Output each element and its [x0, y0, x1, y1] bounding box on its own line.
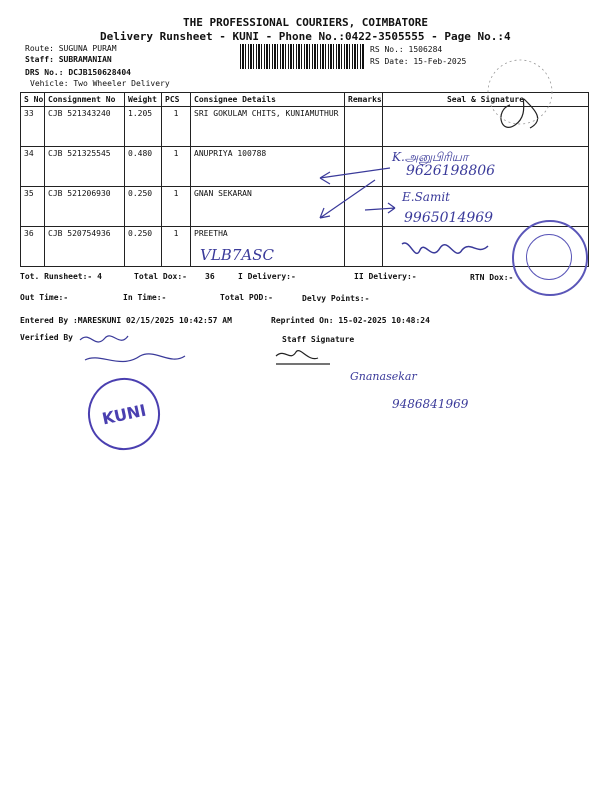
- cell-weight: 0.250: [125, 187, 162, 227]
- staff-label: Staff: SUBRAMANIAN: [25, 55, 112, 64]
- in-time: In Time:-: [123, 293, 167, 302]
- cell-sno: 36: [21, 227, 45, 267]
- cell-weight: 0.480: [125, 147, 162, 187]
- cell-pcs: 1: [162, 147, 191, 187]
- cell-sno: 33: [21, 107, 45, 147]
- cell-sno: 34: [21, 147, 45, 187]
- cell-consignee: GNAN SEKARAN: [191, 187, 345, 227]
- cell-consignment: CJB 521206930: [45, 187, 125, 227]
- cell-sno: 35: [21, 187, 45, 227]
- col-seal-signature: Seal & Signature: [383, 93, 589, 107]
- staff-signature-label: Staff Signature: [282, 335, 355, 344]
- total-runsheet: Tot. Runsheet:- 4: [20, 272, 102, 281]
- handwritten-phone-34: 9626198806: [406, 163, 496, 179]
- i-delivery: I Delivery:-: [238, 272, 296, 281]
- entered-by: Entered By :MARESKUNI 02/15/2025 10:42:57 AM: [20, 316, 232, 325]
- col-sno: S No: [21, 93, 45, 107]
- kuni-stamp: KUNI: [81, 371, 166, 456]
- cell-consignment: CJB 520754936: [45, 227, 125, 267]
- total-pod: Total POD:-: [220, 293, 273, 302]
- handwritten-name-35: E.Samit: [402, 190, 450, 204]
- cell-pcs: 1: [162, 107, 191, 147]
- delvy-points: Delvy Points:-: [302, 294, 370, 303]
- total-dox-label: Total Dox:-: [134, 272, 187, 281]
- cell-pcs: 1: [162, 227, 191, 267]
- cell-consignee: SRI GOKULAM CHITS, KUNIAMUTHUR: [191, 107, 345, 147]
- route-label: Route: SUGUNA PURAM: [25, 44, 117, 53]
- handwritten-name-34: K.அனுபிரியா: [392, 150, 469, 164]
- reprinted-on: Reprinted On: 15-02-2025 10:48:24: [271, 316, 430, 325]
- handwritten-sig-name: Gnanasekar: [350, 370, 417, 383]
- rtn-dox: RTN Dox:-: [470, 273, 514, 282]
- company-title: THE PROFESSIONAL COURIERS, COIMBATORE: [183, 16, 429, 29]
- verified-by-label: Verified By: [20, 333, 73, 342]
- cell-consignment: CJB 521325545: [45, 147, 125, 187]
- handwritten-sig-phone: 9486841969: [392, 397, 469, 411]
- col-remarks: Remarks: [345, 93, 383, 107]
- cell-weight: 1.205: [125, 107, 162, 147]
- cell-weight: 0.250: [125, 227, 162, 267]
- cell-consignee: PREETHA: [191, 227, 345, 267]
- seal-stamp: [512, 220, 588, 296]
- col-pcs: PCS: [162, 93, 191, 107]
- total-dox-value: 36: [205, 272, 215, 281]
- runsheet-subtitle: Delivery Runsheet - KUNI - Phone No.:0422-3505555 - Page No.:4: [100, 30, 511, 43]
- col-consignee: Consignee Details: [191, 93, 345, 107]
- cell-consignee: ANUPRIYA 100788: [191, 147, 345, 187]
- handwritten-phone-35: 9965014969: [404, 210, 494, 226]
- rs-date: RS Date: 15-Feb-2025: [370, 57, 467, 66]
- col-weight: Weight: [125, 93, 162, 107]
- out-time: Out Time:-: [20, 293, 69, 302]
- cell-pcs: 1: [162, 187, 191, 227]
- col-consignment: Consignment No: [45, 93, 125, 107]
- seal-stamp-inner: [526, 234, 572, 280]
- handwritten-note-36: VLB7ASC: [200, 246, 274, 264]
- cell-consignment: CJB 521343240: [45, 107, 125, 147]
- drs-label: DRS No.: DCJB150628404: [25, 68, 131, 77]
- vehicle-label: Vehicle: Two Wheeler Delivery: [30, 79, 170, 88]
- rs-number: RS No.: 1506284: [370, 45, 443, 54]
- ii-delivery: II Delivery:-: [354, 272, 417, 281]
